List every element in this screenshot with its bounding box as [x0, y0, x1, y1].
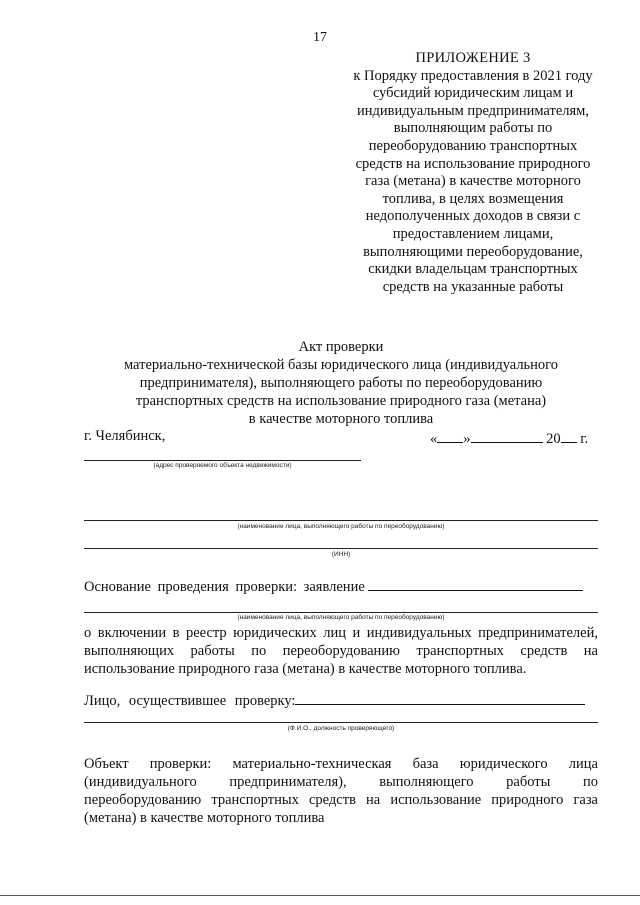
date-close-quote: » [463, 431, 471, 447]
appendix-line: средств на указанные работы [382, 278, 564, 295]
inspector-fill-line[interactable] [295, 692, 585, 705]
inn-line[interactable] [84, 548, 598, 549]
entity-name-caption: (наименование лица, выполняющего работы по переоборудованию) [237, 523, 445, 530]
basis-continuation-line: выполняющих работы по переоборудованию транспортных средств на [84, 643, 598, 659]
inspection-object [84, 755, 598, 827]
inspector-row [84, 692, 598, 710]
appendix-title: ПРИЛОЖЕНИЕ 3 [415, 50, 531, 66]
date-month-blank[interactable] [471, 428, 543, 443]
act-title-block [84, 338, 598, 428]
appendix-header [338, 50, 608, 296]
date-open-quote: « [430, 431, 438, 447]
entity-name-line[interactable] [84, 520, 598, 521]
appendix-line: индивидуальным предпринимателям, [357, 102, 589, 119]
appendix-line: субсидий юридическим лицам и [372, 85, 574, 102]
basis-label: Основание проведения проверки: заявление [84, 579, 365, 595]
page-number: 17 [313, 30, 327, 45]
address-line[interactable] [84, 460, 361, 461]
appendix-line: выполняющими переоборудование, [363, 243, 583, 260]
page-bottom-edge [0, 895, 640, 896]
basis-name-caption: (наименование лица, выполняющего работы по переоборудованию) [237, 614, 445, 621]
date-year-suffix: г. [580, 431, 589, 447]
appendix-line: предоставлением лицами, [392, 225, 554, 242]
appendix-line: недополученных доходов в связи с [365, 208, 581, 225]
object-line: (метана) в качестве моторного топлива [84, 810, 325, 826]
basis-fill-line[interactable] [368, 578, 583, 591]
object-line: Объект проверки: материально-техническая база юридического лица [84, 756, 598, 772]
appendix-line: средств на использование природного [355, 155, 591, 172]
date-year-blank[interactable] [561, 428, 577, 443]
date-year-prefix: 20 [546, 431, 561, 447]
appendix-line: к Порядку предоставления в 2021 году [353, 67, 593, 84]
object-line: (индивидуального предпринимателя), выполняющего работы по [84, 774, 598, 790]
act-subtitle-line: в качестве моторного топлива [248, 411, 434, 427]
inspector-second-line[interactable] [84, 722, 598, 723]
appendix-line: газа (метана) в качестве моторного [365, 173, 581, 190]
basis-name-line[interactable] [84, 612, 598, 613]
act-subtitle-line: материально-технической базы юридического лица (индивидуального [123, 357, 559, 373]
inn-caption: (ИНН) [331, 551, 351, 558]
act-title: Акт проверки [298, 339, 384, 355]
basis-row [84, 578, 598, 596]
object-line: переоборудованию транспортных средств на использование природного газа [84, 792, 598, 808]
appendix-line: топлива, в целях возмещения [382, 190, 564, 207]
appendix-line: выполняющим работы по [393, 120, 553, 137]
appendix-line: скидки владельцам транспортных [368, 261, 578, 278]
act-subtitle-line: предпринимателя), выполняющего работы по переоборудованию [139, 375, 543, 391]
date-day-blank[interactable] [437, 428, 463, 443]
inspector-label: Лицо, осуществившее проверку: [84, 693, 296, 709]
inspector-caption: (Ф.И.О., должность проверяющего) [287, 725, 395, 732]
address-caption: (адрес проверяемого объекта недвижимости) [153, 462, 292, 469]
act-subtitle-line: транспортных средств на использование природного газа (метана) [135, 393, 547, 409]
basis-continuation-line: использование природного газа (метана) в качестве моторного топлива. [84, 661, 527, 677]
city-label: г. Челябинск, [84, 428, 166, 444]
appendix-line: переоборудованию транспортных [368, 137, 578, 154]
basis-continuation [84, 624, 598, 678]
date-field [430, 428, 588, 448]
basis-continuation-line: о включении в реестр юридических лиц и индивидуальных предпринимателей, [84, 625, 598, 641]
